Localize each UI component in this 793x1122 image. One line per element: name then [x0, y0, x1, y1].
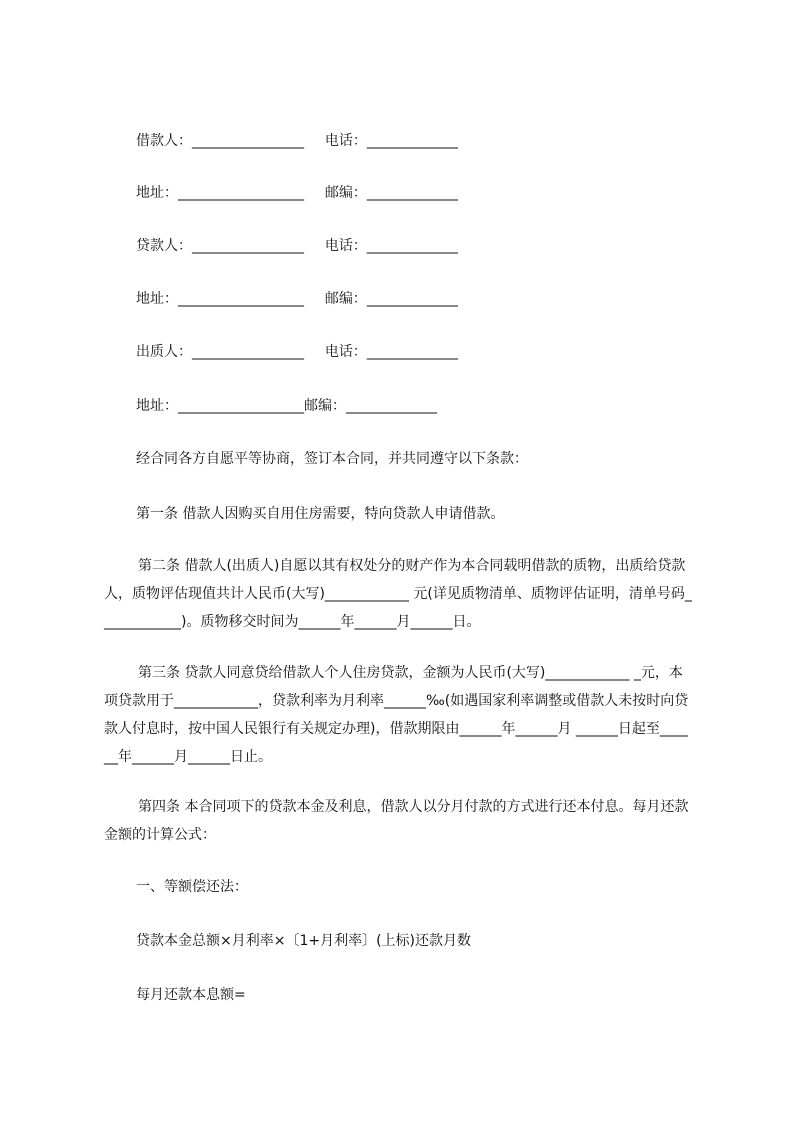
- pledgor-label: 出质人：________________: [136, 344, 304, 360]
- borrower-address-row: [136, 183, 458, 203]
- pledgor-address-label: 地址：__________________邮编：_____________: [136, 398, 437, 414]
- article-2: 第二条 借款人(出质人)自愿以其有权处分的财产作为本合同载明借款的质物，出质给贷款人，质物评估现值共计人民币(大写)____________ 元(详见质物清单、质物评估证明，清单号码____________)。质物移交时间为______年______月______日。: [104, 558, 692, 630]
- intro-text: 经合同各方自愿平等协商，签订本合同，并共同遵守以下条款：: [136, 451, 528, 467]
- formula-text: 贷款本金总额×月利率×〔1+月利率〕(上标)还款月数: [136, 933, 472, 949]
- lender-address-label: 地址：__________________: [136, 291, 304, 307]
- borrower-postcode-label: 邮编：_____________: [324, 185, 458, 201]
- article-1: 第一条 借款人因购买自用住房需要，特向贷款人申请借款。: [136, 506, 505, 522]
- lender-address-row: [136, 289, 458, 309]
- article-4: 第四条 本合同项下的贷款本金及利息，借款人以分月付款的方式进行还本付息。每月还款金额的计算公式：: [104, 799, 689, 843]
- pledgor-address-row: [136, 396, 437, 416]
- lender-postcode-label: 邮编：_____________: [324, 291, 458, 307]
- borrower-phone-label: 电话：_____________: [324, 133, 458, 149]
- pledgor-row: [136, 342, 458, 362]
- pledgor-phone-label: 电话：_____________: [324, 344, 458, 360]
- monthly-payment-label: 每月还款本息额=: [136, 987, 246, 1003]
- borrower-address-label: 地址：__________________: [136, 185, 304, 201]
- method-1-heading: 一、等额偿还法：: [136, 879, 248, 895]
- borrower-row: [136, 131, 458, 151]
- lender-phone-label: 电话：_____________: [324, 238, 458, 254]
- lender-row: [136, 236, 458, 256]
- article-3: 第三条 贷款人同意贷给借款人个人住房贷款，金额为人民币(大写)____________ _元，本项贷款用于____________，贷款利率为月利率______‰(如遇国家利率调整或借款人未按时向贷款人付息时，按中国人民银行有关规定办理)，借款期限由______年______月 ______日起至______年______月______日止。: [104, 665, 689, 765]
- lender-label: 贷款人：________________: [136, 238, 304, 254]
- borrower-label: 借款人：________________: [136, 133, 304, 149]
